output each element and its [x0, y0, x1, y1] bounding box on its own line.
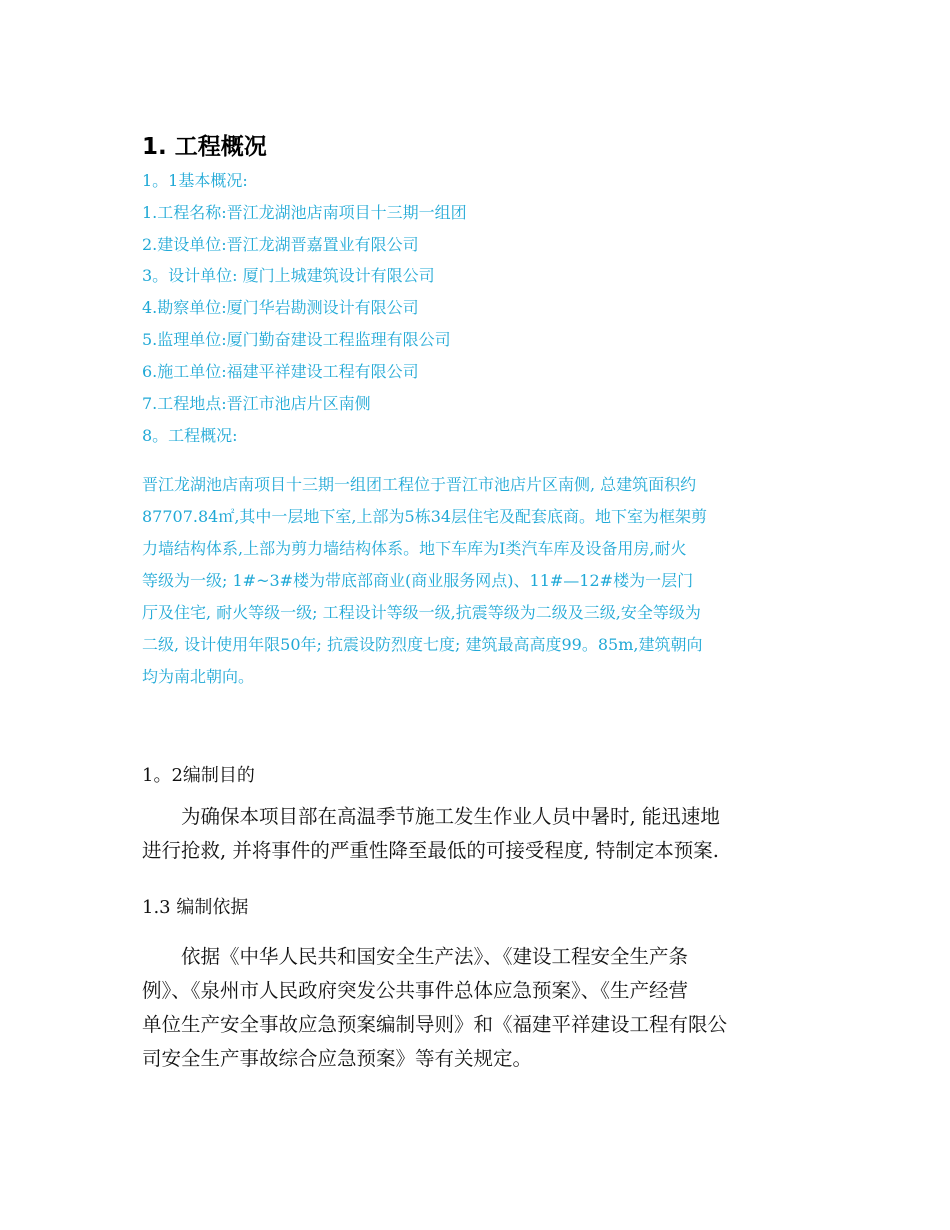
overview-item-project-name: 1.工程名称:晋江龙湖池店南项目十三期一组团: [142, 203, 467, 222]
description-line: 均为南北朝向。: [142, 667, 255, 686]
overview-item-surveyor: 4.勘察单位:厦门华岩勘测设计有限公司: [142, 298, 419, 317]
purpose-paragraph: [142, 800, 822, 868]
purpose-line: 为确保本项目部在高温季节施工发生作业人员中暑时, 能迅速地: [142, 805, 720, 828]
overview-title: 1。1基本概况:: [142, 171, 248, 190]
overview-item-location: 7.工程地点:晋江市池店片区南侧: [142, 394, 371, 413]
overview-item-developer: 2.建设单位:晋江龙湖晋嘉置业有限公司: [142, 235, 419, 254]
basis-paragraph: [142, 940, 822, 1076]
basis-line: 单位生产安全事故应急预案编制导则》和《福建平祥建设工程有限公: [142, 1013, 728, 1036]
basis-line: 司安全生产事故综合应急预案》等有关规定。: [142, 1047, 533, 1070]
purpose-line: 进行抢救, 并将事件的严重性降至最低的可接受程度, 特制定本预案.: [142, 839, 719, 862]
overview-item-designer: 3。设计单位: 厦门上城建筑设计有限公司: [142, 266, 435, 285]
description-line: 力墙结构体系,上部为剪力墙结构体系。地下车库为Ⅰ类汽车库及设备用房,耐火: [142, 539, 687, 558]
description-line: 等级为一级; 1#~3#楼为带底部商业(商业服务网点)、11#—12#楼为一层门: [142, 571, 694, 590]
basis-title: 1.3 编制依据: [142, 897, 249, 918]
description-line: 晋江龙湖池店南项目十三期一组团工程位于晋江市池店片区南侧, 总建筑面积约: [142, 475, 697, 494]
overview-item-supervisor: 5.监理单位:厦门勤奋建设工程监理有限公司: [142, 330, 451, 349]
overview-description: [142, 469, 822, 693]
basis-line: 依据《中华人民共和国安全生产法》、《建设工程安全生产条: [142, 945, 689, 968]
basis-line: 例》、《泉州市人民政府突发公共事件总体应急预案》、《生产经营: [142, 979, 689, 1002]
description-line: 二级, 设计使用年限50年; 抗震设防烈度七度; 建筑最高高度99。85m,建筑朝向: [142, 635, 703, 654]
overview-item-summary-label: 8。工程概况:: [142, 426, 238, 445]
purpose-title: 1。2编制目的: [142, 765, 255, 786]
section-heading: 1. 工程概况: [142, 134, 267, 160]
overview-item-contractor: 6.施工单位:福建平祥建设工程有限公司: [142, 362, 419, 381]
description-line: 厅及住宅, 耐火等级一级; 工程设计等级一级,抗震等级为二级及三级,安全等级为: [142, 603, 701, 622]
description-line: 87707.84㎡,其中一层地下室,上部为5栋34层住宅及配套底商。地下室为框架剪: [142, 507, 708, 526]
